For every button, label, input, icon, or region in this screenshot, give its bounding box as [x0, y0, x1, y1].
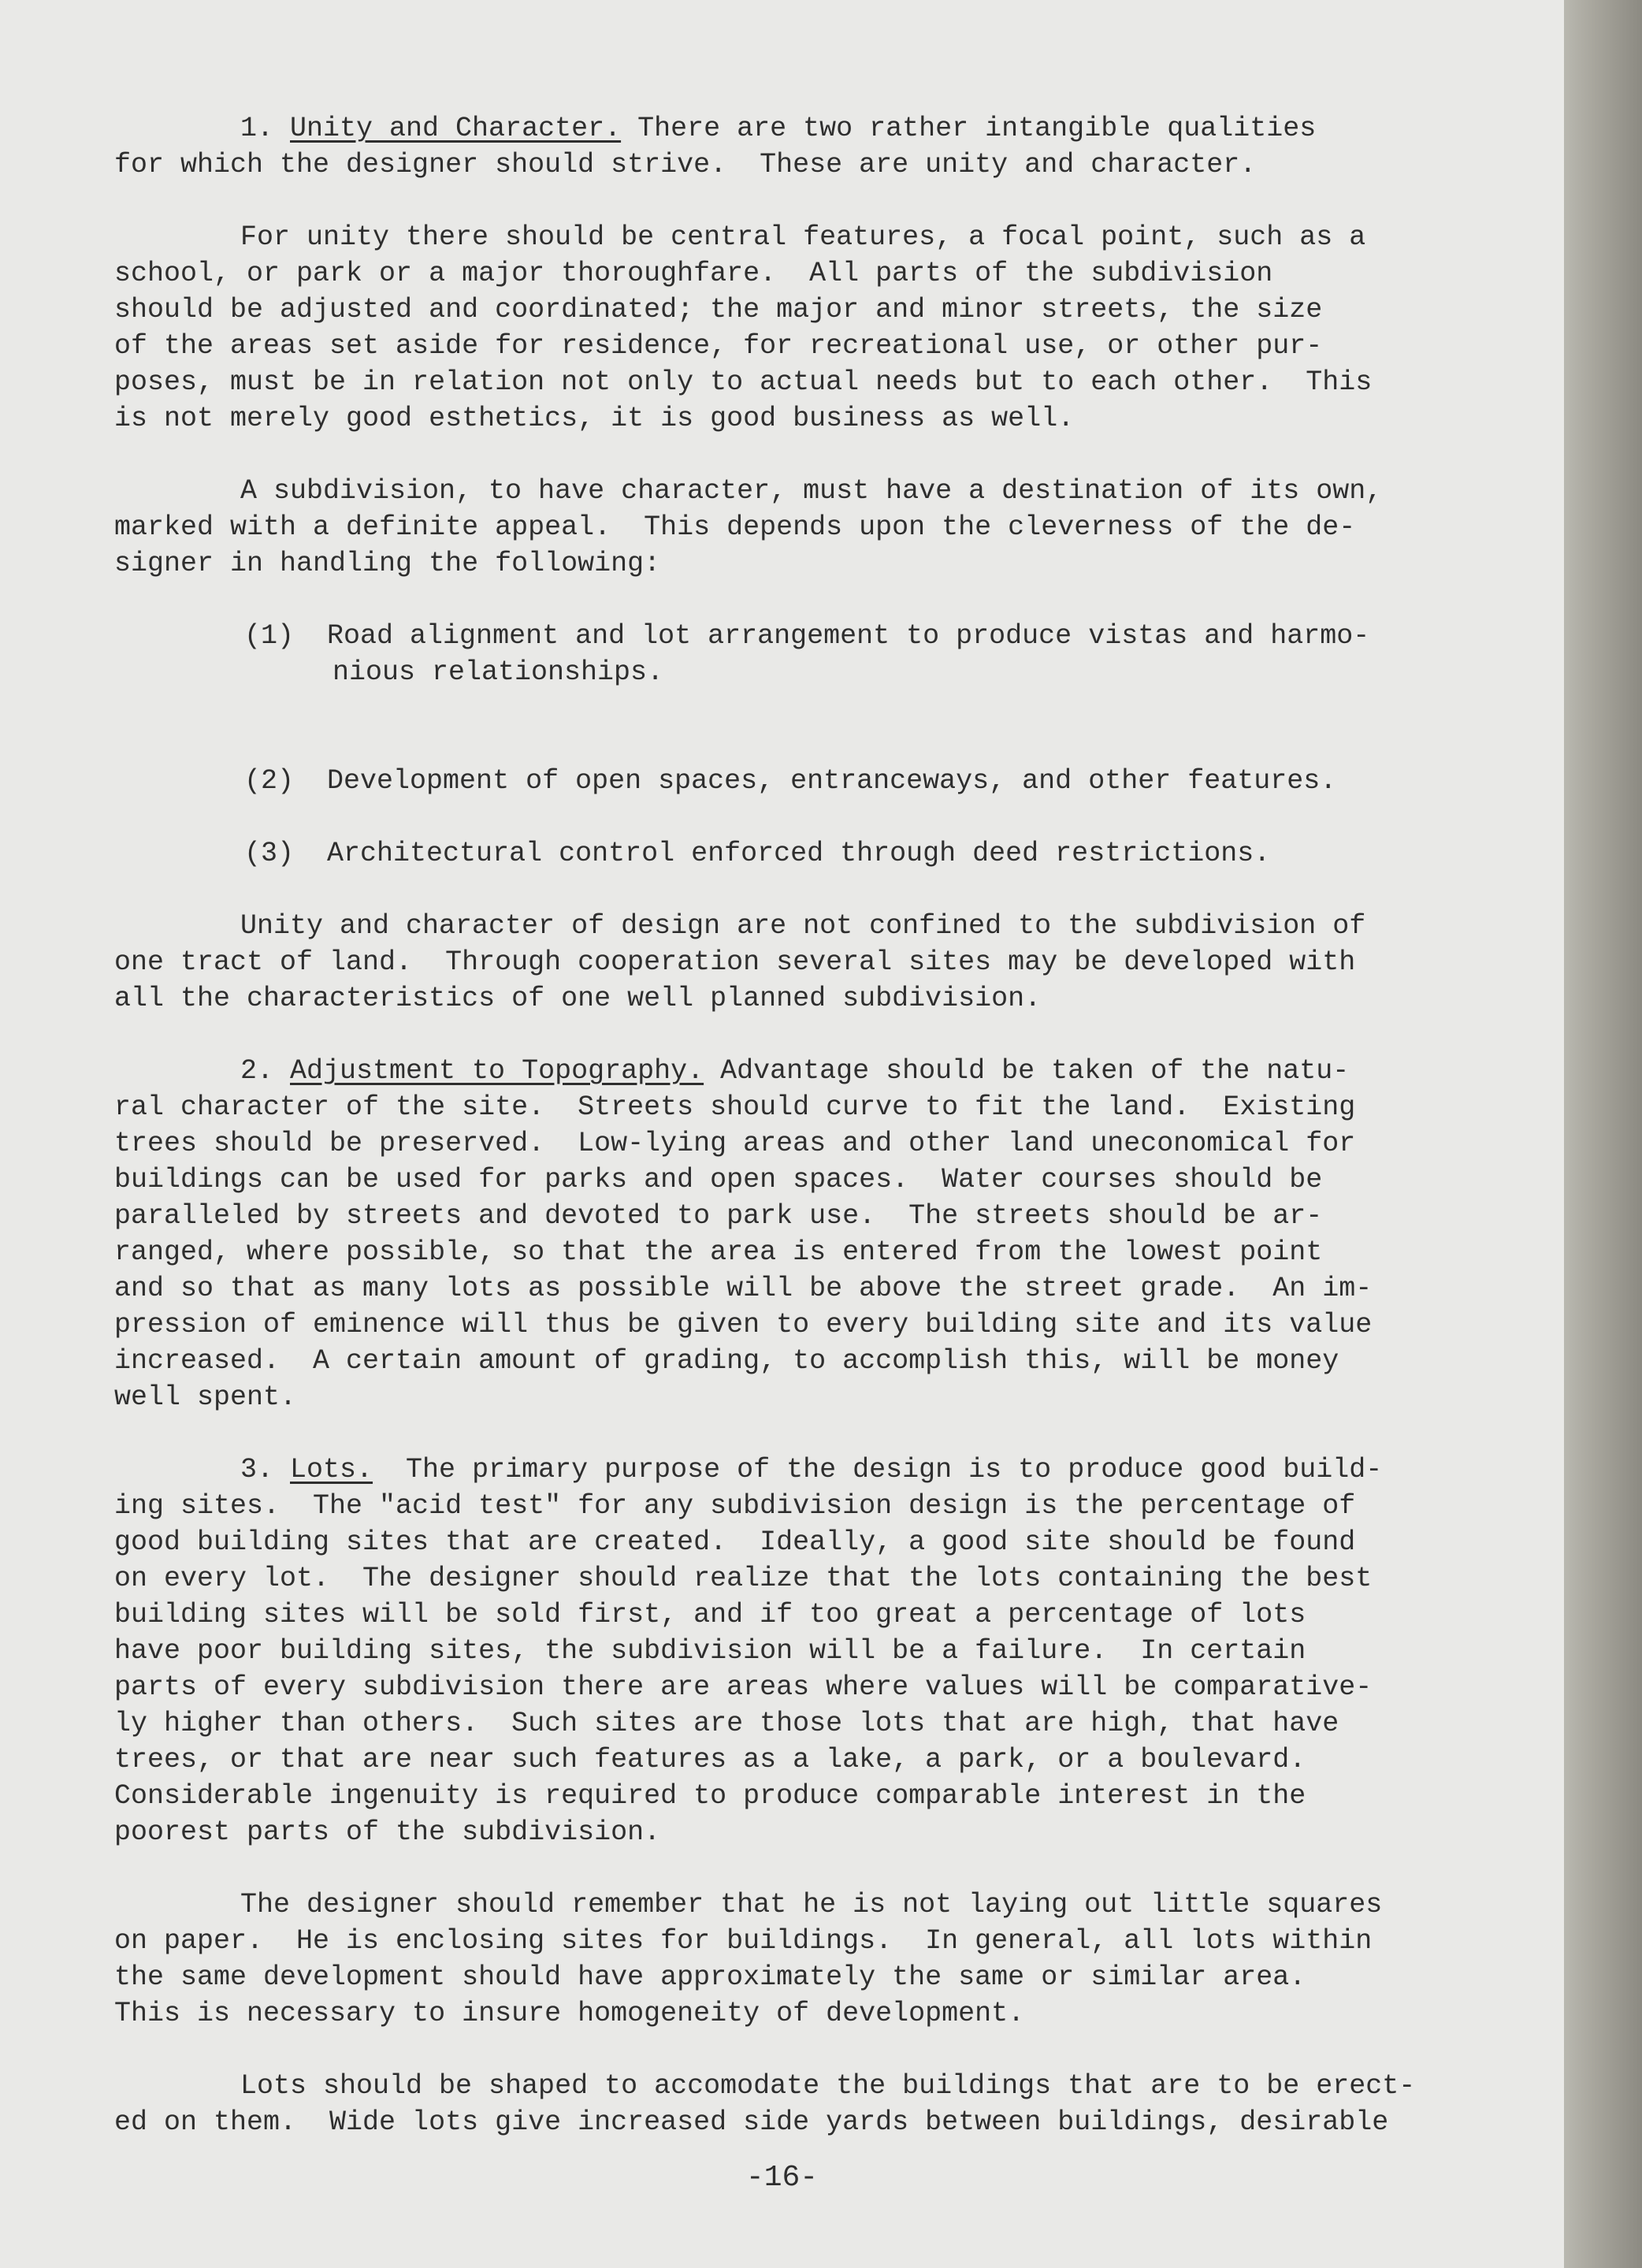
text-line: on paper. He is enclosing sites for buildings. In general, all lots within: [114, 1925, 1373, 1957]
text-line: paralleled by streets and devoted to park use. The streets should be ar-: [114, 1200, 1323, 1232]
text-line: well spent.: [114, 1381, 297, 1413]
section-2-text: Advantage should be taken of the natu-: [704, 1055, 1350, 1087]
text-line: poorest parts of the subdivision.: [114, 1816, 661, 1848]
section-1-heading: Unity and Character.: [290, 113, 622, 144]
text-line: A subdivision, to have character, must have a destination of its own,: [240, 475, 1383, 507]
list-item-text: Architectural control enforced through deed restrictions.: [327, 838, 1271, 869]
text-line: increased. A certain amount of grading, to accomplish this, will be money: [114, 1345, 1339, 1377]
section-3-first-line: [114, 1452, 1532, 1488]
text-line: one tract of land. Through cooperation several sites may be developed with: [114, 946, 1356, 978]
text-line: parts of every subdivision there are areas where values will be comparative-: [114, 1671, 1373, 1703]
list-item: [114, 618, 1532, 654]
list-item-continuation: nious relationships.: [332, 656, 664, 688]
text-line: ing sites. The "acid test" for any subdivision design is the percentage of: [114, 1490, 1356, 1522]
text-line: trees should be preserved. Low-lying areas and other land uneconomical for: [114, 1128, 1356, 1159]
page-number: -16-: [745, 2161, 819, 2195]
text-line: should be adjusted and coordinated; the major and minor streets, the size: [114, 294, 1323, 325]
text-line: all the characteristics of one well planned subdivision.: [114, 983, 1042, 1014]
text-line: building sites will be sold first, and if too great a percentage of lots: [114, 1599, 1306, 1630]
text-line: This is necessary to insure homogeneity of development.: [114, 1998, 1025, 2029]
text-line: ed on them. Wide lots give increased side yards between buildings, desirable: [114, 2106, 1389, 2138]
document-body: [114, 110, 1532, 2140]
text-line: pression of eminence will thus be given to every building site and its value: [114, 1309, 1373, 1340]
text-line: buildings can be used for parks and open spaces. Water courses should be: [114, 1164, 1323, 1195]
list-item-marker: (2): [244, 765, 295, 797]
text-line: of the areas set aside for residence, for recreational use, or other pur-: [114, 330, 1323, 362]
text-line: the same development should have approximately the same or similar area.: [114, 1961, 1306, 1993]
list-item-text: Development of open spaces, entranceways, and other features.: [327, 765, 1337, 797]
section-1-number: 1.: [240, 113, 291, 144]
text-line: signer in handling the following:: [114, 548, 661, 579]
list-item: [114, 835, 1532, 872]
text-line: marked with a definite appeal. This depends upon the cleverness of the de-: [114, 511, 1356, 543]
section-3-text: The primary purpose of the design is to produce good build-: [373, 1454, 1383, 1485]
list-item-marker: (1): [244, 620, 295, 652]
section-1-text: There are two rather intangible qualities: [621, 113, 1317, 144]
text-line: good building sites that are created. Ideally, a good site should be found: [114, 1526, 1356, 1558]
section-2-first-line: [114, 1053, 1532, 1089]
text-line: For unity there should be central features, a focal point, such as a: [240, 221, 1366, 253]
text-line: Considerable ingenuity is required to produce comparable interest in the: [114, 1780, 1306, 1812]
list-item-text: Road alignment and lot arrangement to produce vistas and harmo-: [327, 620, 1370, 652]
text-line: ral character of the site. Streets should curve to fit the land. Existing: [114, 1091, 1356, 1123]
text-line: on every lot. The designer should realize that the lots containing the best: [114, 1563, 1373, 1594]
text-line: ly higher than others. Such sites are those lots that are high, that have: [114, 1708, 1339, 1739]
text-line: and so that as many lots as possible will be above the street grade. An im-: [114, 1273, 1373, 1304]
section-3-number: 3.: [240, 1454, 291, 1485]
list-item: [114, 763, 1532, 799]
text-line: Lots should be shaped to accomodate the buildings that are to be erect-: [240, 2070, 1416, 2102]
section-1-first-line: [114, 110, 1532, 147]
text-line: Unity and character of design are not confined to the subdivision of: [240, 910, 1366, 942]
section-2-heading: Adjustment to Topography.: [290, 1055, 704, 1087]
text-line: trees, or that are near such features as a lake, a park, or a boulevard.: [114, 1744, 1306, 1775]
text-line: poses, must be in relation not only to actual needs but to each other. This: [114, 366, 1373, 398]
text-line: have poor building sites, the subdivision will be a failure. In certain: [114, 1635, 1306, 1667]
section-2-number: 2.: [240, 1055, 291, 1087]
page-edge-shadow: [1564, 0, 1642, 2268]
list-item-marker: (3): [244, 838, 295, 869]
text-line: ranged, where possible, so that the area is entered from the lowest point: [114, 1236, 1323, 1268]
text-line: The designer should remember that he is not laying out little squares: [240, 1889, 1383, 1920]
section-3-heading: Lots.: [290, 1454, 373, 1485]
text-line: for which the designer should strive. These are unity and character.: [114, 149, 1257, 180]
text-line: school, or park or a major thoroughfare. All parts of the subdivision: [114, 258, 1273, 289]
text-line: is not merely good esthetics, it is good business as well.: [114, 403, 1075, 434]
